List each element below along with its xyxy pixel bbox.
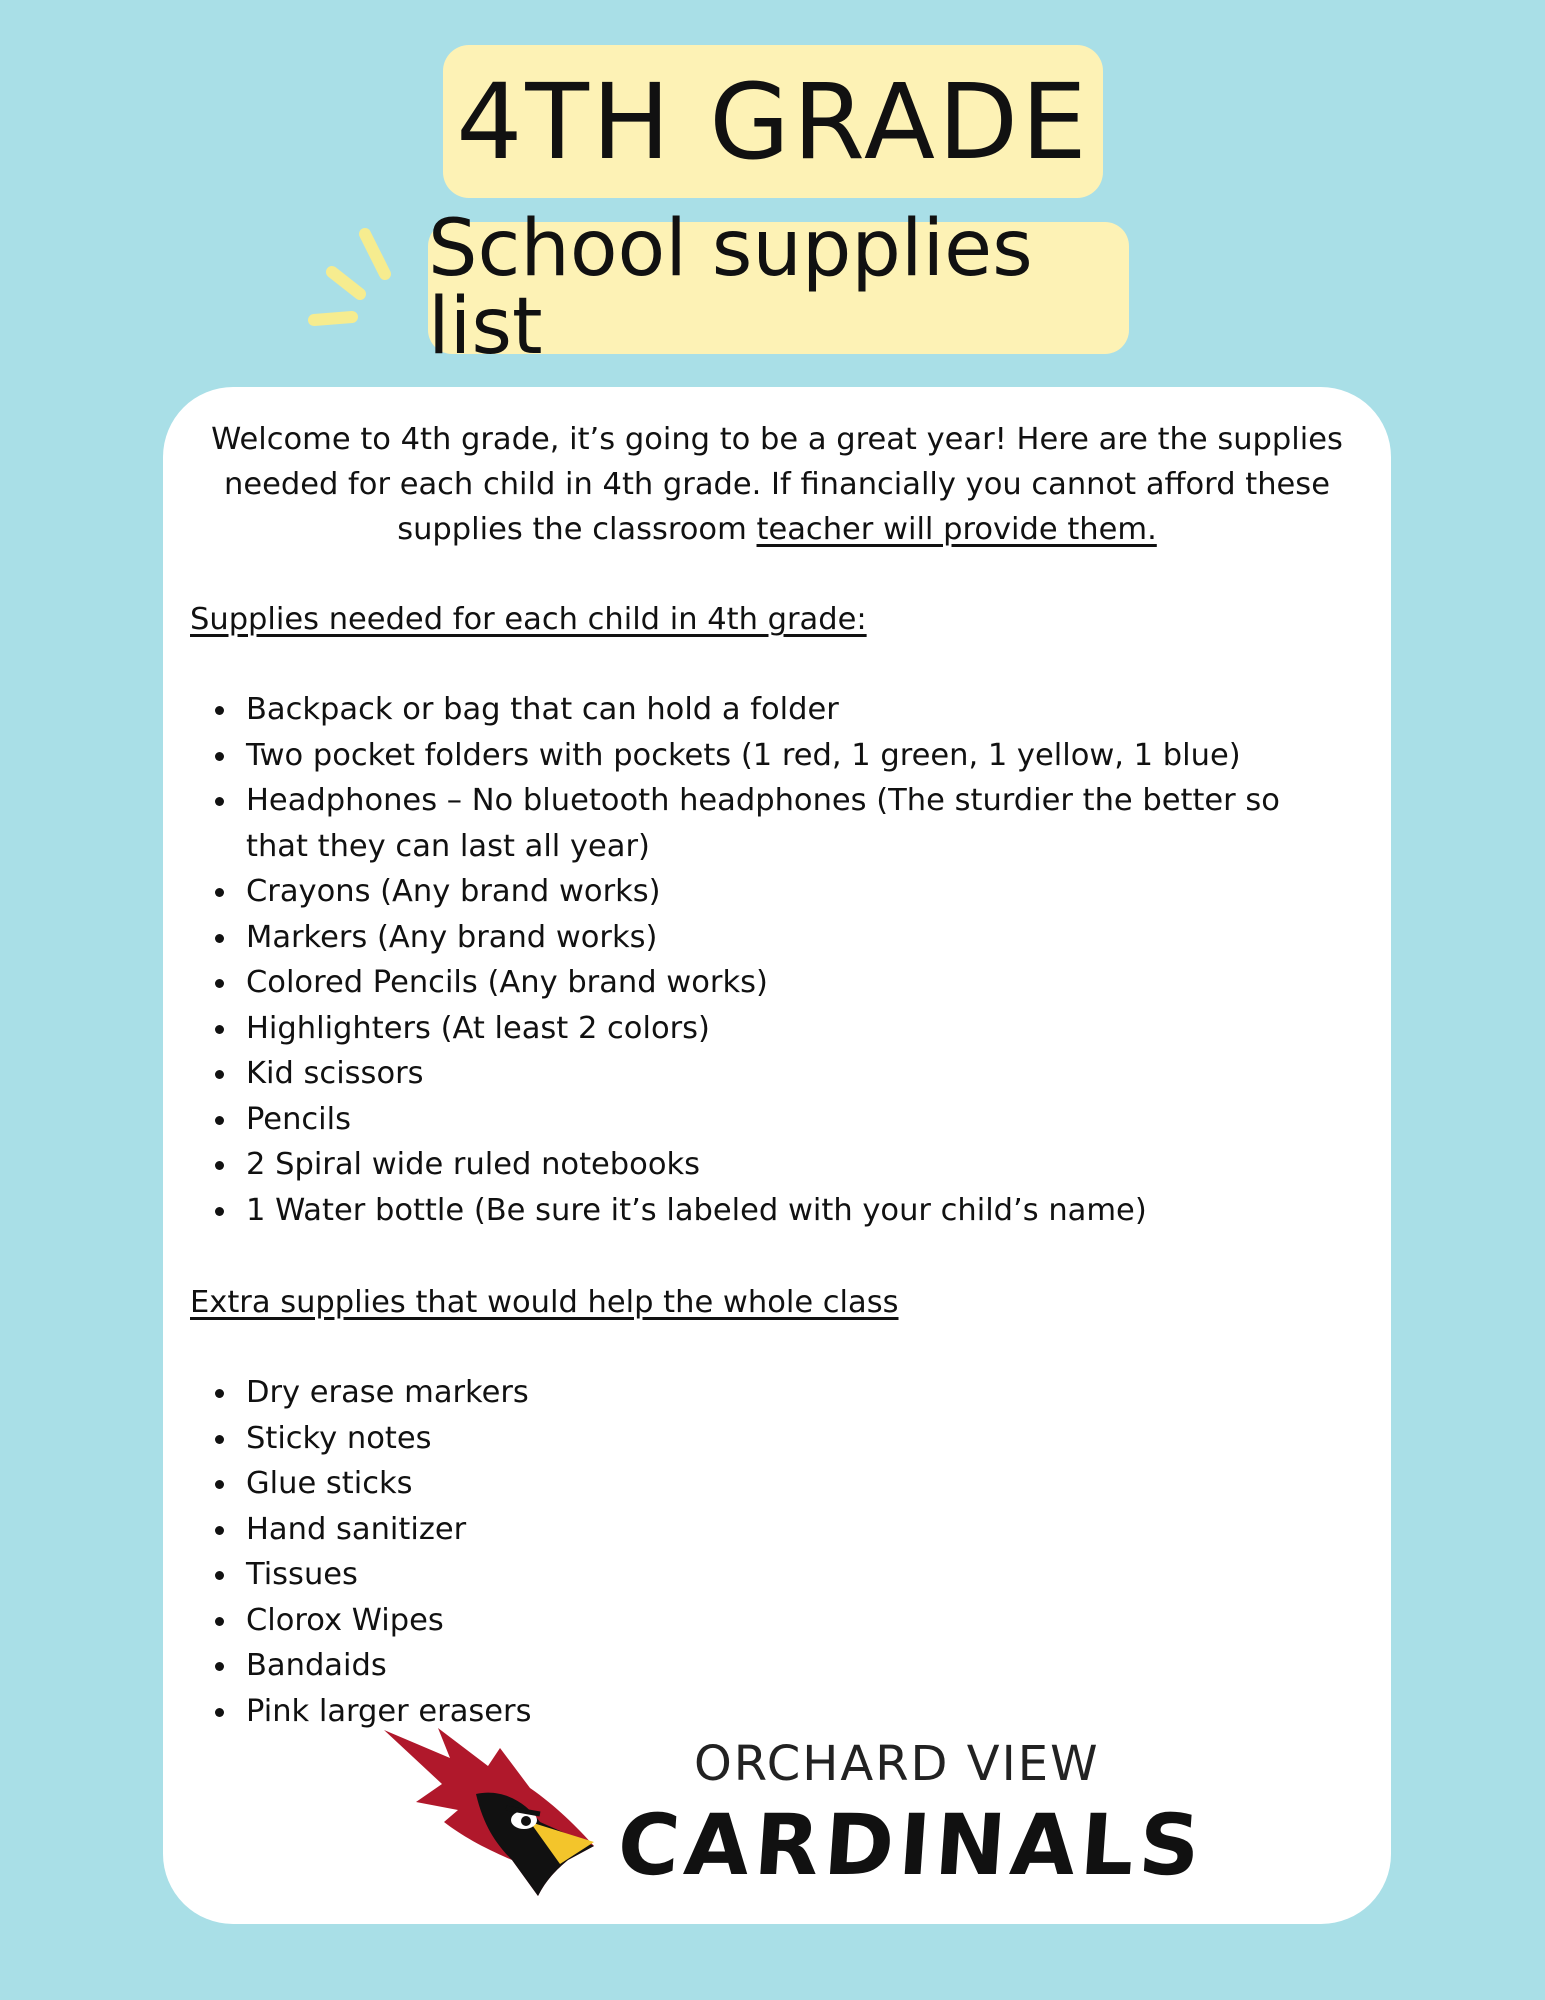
school-logo xyxy=(380,1718,1209,1900)
list-item-text: Colored Pencils (Any brand works) xyxy=(246,965,768,1000)
list-item xyxy=(190,1552,1330,1598)
list-item-text: Highlighters (At least 2 colors) xyxy=(246,1010,710,1046)
bullet-icon xyxy=(215,979,224,988)
bullet-icon xyxy=(215,1025,224,1034)
list-item xyxy=(190,1051,1330,1097)
sparkle-icon xyxy=(300,222,400,332)
list-item xyxy=(190,915,1330,961)
bullet-icon xyxy=(215,1617,224,1626)
list-item-text: Sticky notes xyxy=(246,1420,432,1456)
list-item-text: Crayons (Any brand works) xyxy=(246,874,661,909)
list-item-text: Pink larger erasers xyxy=(246,1693,532,1729)
logo-school-name: ORCHARD VIEW xyxy=(694,1736,1100,1792)
list-item xyxy=(190,733,1330,779)
list-item xyxy=(190,687,1330,733)
bullet-icon xyxy=(215,1708,224,1717)
list-item xyxy=(190,1006,1330,1052)
bullet-icon xyxy=(215,752,224,761)
list-item xyxy=(190,1643,1330,1689)
intro-paragraph xyxy=(183,417,1371,552)
list-item-text: Glue sticks xyxy=(246,1466,413,1501)
supplies-heading: Supplies needed for each child in 4th grade: xyxy=(190,602,867,637)
list-item xyxy=(190,778,1330,869)
content-card xyxy=(163,387,1391,1924)
bullet-icon xyxy=(215,1389,224,1398)
list-item xyxy=(190,1188,1330,1234)
bullet-icon xyxy=(215,1070,224,1079)
list-item xyxy=(190,1370,1330,1416)
list-item-text: Pencils xyxy=(246,1101,352,1137)
bullet-icon xyxy=(215,1480,224,1489)
intro-text: Welcome to 4th grade, it’s going to be a great year! Here are the supplies needed for each child in 4th grade. If financially you cannot afford these supplies the classroom xyxy=(211,422,1343,547)
bullet-icon xyxy=(215,1571,224,1580)
bullet-icon xyxy=(215,888,224,897)
bullet-icon xyxy=(215,1116,224,1125)
list-item-text: Dry erase markers xyxy=(246,1375,529,1410)
list-item-text: 1 Water bottle (Be sure it’s labeled with your child’s name) xyxy=(246,1192,1147,1228)
intro-underlined-text: teacher will provide them. xyxy=(756,512,1157,547)
list-item-text: Backpack or bag that can hold a folder xyxy=(246,692,839,727)
list-item-text: Kid scissors xyxy=(246,1056,424,1091)
extras-heading: Extra supplies that would help the whole class xyxy=(190,1285,899,1320)
bullet-icon xyxy=(215,934,224,943)
list-item xyxy=(190,1461,1330,1507)
subtitle-banner xyxy=(428,204,1129,372)
page-title: 4TH GRADE xyxy=(456,60,1090,183)
extras-list xyxy=(190,1370,1330,1734)
list-item-text: Tissues xyxy=(246,1557,358,1592)
bullet-icon xyxy=(215,1161,224,1170)
bullet-icon xyxy=(215,706,224,715)
list-item-text: Hand sanitizer xyxy=(246,1511,467,1547)
page-subtitle: School supplies list xyxy=(428,204,1033,372)
list-item xyxy=(190,1097,1330,1143)
title-banner xyxy=(443,45,1103,198)
list-item xyxy=(190,1142,1330,1188)
list-item xyxy=(190,960,1330,1006)
list-item xyxy=(190,1507,1330,1553)
supplies-list xyxy=(190,687,1330,1233)
list-item xyxy=(190,869,1330,915)
logo-mascot-name: CARDINALS xyxy=(614,1796,1209,1894)
list-item-text: Two pocket folders with pockets (1 red, 1 green, 1 yellow, 1 blue) xyxy=(246,737,1241,773)
list-item-text: Bandaids xyxy=(246,1648,387,1683)
bullet-icon xyxy=(215,797,224,806)
list-item-text: Clorox Wipes xyxy=(246,1602,444,1638)
list-item xyxy=(190,1598,1330,1644)
cardinal-bird-icon xyxy=(380,1718,602,1900)
bullet-icon xyxy=(215,1526,224,1535)
list-item xyxy=(190,1416,1330,1462)
bullet-icon xyxy=(215,1207,224,1216)
list-item-text: Markers (Any brand works) xyxy=(246,919,658,955)
list-item-text: 2 Spiral wide ruled notebooks xyxy=(246,1147,701,1182)
list-item-text: Headphones – No bluetooth headphones (The sturdier the better so that they can last all year) xyxy=(246,783,1280,864)
bullet-icon xyxy=(215,1662,224,1671)
bullet-icon xyxy=(215,1435,224,1444)
